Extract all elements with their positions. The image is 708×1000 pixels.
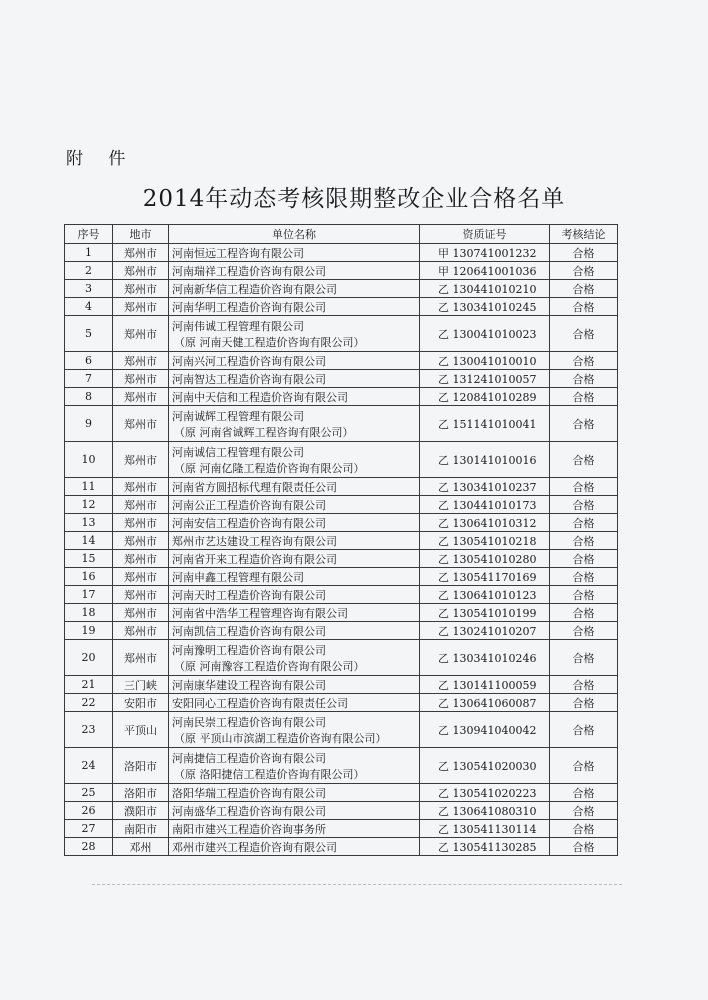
row-city: 郑州市 <box>113 442 169 478</box>
column-header-company: 单位名称 <box>169 225 420 244</box>
company-name: 安阳同心工程造价咨询有限责任公司 <box>172 696 348 710</box>
document-title: 2014年动态考核限期整改企业合格名单 <box>142 186 566 212</box>
row-result: 合格 <box>550 586 618 604</box>
row-company <box>169 676 420 694</box>
row-result: 合格 <box>550 622 618 640</box>
row-city: 邓州 <box>113 838 169 856</box>
table-row <box>65 802 618 820</box>
table-row <box>65 550 618 568</box>
row-company <box>169 568 420 586</box>
table-row <box>65 514 618 532</box>
company-name: 河南豫明工程造价咨询有限公司 <box>172 643 326 657</box>
row-cert: 乙 130441010210 <box>420 280 550 298</box>
row-cert: 乙 130441010173 <box>420 496 550 514</box>
row-company <box>169 442 420 478</box>
row-cert: 乙 130641080310 <box>420 802 550 820</box>
row-city: 郑州市 <box>113 514 169 532</box>
qualified-companies-table <box>64 224 618 856</box>
row-index: 21 <box>65 676 113 694</box>
row-city: 郑州市 <box>113 280 169 298</box>
table-header-row <box>65 225 618 244</box>
row-city: 南阳市 <box>113 820 169 838</box>
row-company <box>169 262 420 280</box>
table-row <box>65 676 618 694</box>
row-city: 郑州市 <box>113 550 169 568</box>
company-name: 河南安信工程造价咨询有限公司 <box>172 516 326 530</box>
row-index: 17 <box>65 586 113 604</box>
table-row <box>65 352 618 370</box>
table-row <box>65 532 618 550</box>
table-row <box>65 694 618 712</box>
row-company <box>169 622 420 640</box>
row-result: 合格 <box>550 406 618 442</box>
company-former-name: （原 河南亿隆工程造价咨询有限公司） <box>174 461 365 475</box>
row-index: 20 <box>65 640 113 676</box>
row-company <box>169 316 420 352</box>
table-row <box>65 838 618 856</box>
table-row <box>65 784 618 802</box>
row-result: 合格 <box>550 280 618 298</box>
row-city: 郑州市 <box>113 388 169 406</box>
company-name: 河南诚信工程管理有限公司 <box>172 445 304 459</box>
row-cert: 乙 130541130114 <box>420 820 550 838</box>
row-index: 27 <box>65 820 113 838</box>
row-result: 合格 <box>550 676 618 694</box>
row-result: 合格 <box>550 496 618 514</box>
table-row <box>65 280 618 298</box>
row-cert: 乙 130241010207 <box>420 622 550 640</box>
company-former-name: （原 河南天健工程造价咨询有限公司） <box>174 335 365 349</box>
company-name: 河南兴河工程造价咨询有限公司 <box>172 354 326 368</box>
row-result: 合格 <box>550 316 618 352</box>
row-cert: 乙 130541020223 <box>420 784 550 802</box>
page-divider <box>92 884 622 885</box>
row-result: 合格 <box>550 244 618 262</box>
row-index: 2 <box>65 262 113 280</box>
row-result: 合格 <box>550 478 618 496</box>
column-header-result: 考核结论 <box>550 225 618 244</box>
row-index: 18 <box>65 604 113 622</box>
row-city: 郑州市 <box>113 604 169 622</box>
row-city: 郑州市 <box>113 370 169 388</box>
row-result: 合格 <box>550 568 618 586</box>
company-name: 河南申鑫工程管理有限公司 <box>172 570 304 584</box>
company-former-name: （原 河南省诚辉工程咨询有限公司） <box>174 425 354 439</box>
row-company <box>169 784 420 802</box>
row-company <box>169 586 420 604</box>
table-row <box>65 820 618 838</box>
row-city: 郑州市 <box>113 406 169 442</box>
row-index: 6 <box>65 352 113 370</box>
row-company <box>169 604 420 622</box>
company-name: 河南诚辉工程管理有限公司 <box>172 409 304 423</box>
row-index: 11 <box>65 478 113 496</box>
table-row <box>65 568 618 586</box>
row-cert: 乙 130141010016 <box>420 442 550 478</box>
row-city: 郑州市 <box>113 568 169 586</box>
row-company <box>169 550 420 568</box>
row-result: 合格 <box>550 604 618 622</box>
row-company <box>169 748 420 784</box>
table-row <box>65 442 618 478</box>
row-city: 郑州市 <box>113 586 169 604</box>
row-cert: 乙 130641010312 <box>420 514 550 532</box>
row-city: 郑州市 <box>113 640 169 676</box>
row-cert: 乙 130941040042 <box>420 712 550 748</box>
row-city: 濮阳市 <box>113 802 169 820</box>
company-name: 河南康华建设工程咨询有限公司 <box>172 678 326 692</box>
row-index: 4 <box>65 298 113 316</box>
row-result: 合格 <box>550 802 618 820</box>
row-index: 16 <box>65 568 113 586</box>
row-cert: 乙 130541130285 <box>420 838 550 856</box>
table-row <box>65 262 618 280</box>
row-index: 12 <box>65 496 113 514</box>
row-cert: 甲 130741001232 <box>420 244 550 262</box>
row-result: 合格 <box>550 370 618 388</box>
row-index: 28 <box>65 838 113 856</box>
company-name: 河南省方圆招标代理有限责任公司 <box>172 480 337 494</box>
column-header-city: 地市 <box>113 225 169 244</box>
company-name: 邓州市建兴工程造价咨询有限公司 <box>172 840 337 854</box>
table-row <box>65 496 618 514</box>
row-index: 1 <box>65 244 113 262</box>
column-header-index: 序号 <box>65 225 113 244</box>
table-row <box>65 244 618 262</box>
row-index: 25 <box>65 784 113 802</box>
company-name: 河南天时工程造价咨询有限公司 <box>172 588 326 602</box>
row-company <box>169 694 420 712</box>
company-former-name: （原 河南豫容工程造价咨询有限公司） <box>174 659 365 673</box>
row-cert: 乙 130041010023 <box>420 316 550 352</box>
table-row <box>65 406 618 442</box>
row-index: 24 <box>65 748 113 784</box>
row-result: 合格 <box>550 820 618 838</box>
row-index: 9 <box>65 406 113 442</box>
row-city: 郑州市 <box>113 262 169 280</box>
company-name: 洛阳华瑞工程造价咨询有限公司 <box>172 786 326 800</box>
company-name: 河南恒远工程咨询有限公司 <box>172 246 304 260</box>
row-result: 合格 <box>550 352 618 370</box>
row-cert: 乙 130541170169 <box>420 568 550 586</box>
table-row <box>65 370 618 388</box>
table-row <box>65 712 618 748</box>
company-former-name: （原 平顶山市滨湖工程造价咨询有限公司） <box>174 731 387 745</box>
row-company <box>169 802 420 820</box>
row-city: 郑州市 <box>113 352 169 370</box>
row-cert: 乙 130641010123 <box>420 586 550 604</box>
row-cert: 甲 120641001036 <box>420 262 550 280</box>
table-row <box>65 298 618 316</box>
company-name: 河南盛华工程造价咨询有限公司 <box>172 804 326 818</box>
row-city: 郑州市 <box>113 298 169 316</box>
row-result: 合格 <box>550 712 618 748</box>
row-result: 合格 <box>550 514 618 532</box>
row-index: 19 <box>65 622 113 640</box>
row-city: 洛阳市 <box>113 784 169 802</box>
company-name: 河南智达工程造价咨询有限公司 <box>172 372 326 386</box>
row-cert: 乙 130541010218 <box>420 532 550 550</box>
row-cert: 乙 130341010245 <box>420 298 550 316</box>
row-city: 平顶山 <box>113 712 169 748</box>
row-index: 13 <box>65 514 113 532</box>
row-company <box>169 370 420 388</box>
company-name: 河南中天信和工程造价咨询有限公司 <box>172 390 348 404</box>
company-name: 郑州市艺达建设工程咨询有限公司 <box>172 534 337 548</box>
row-city: 郑州市 <box>113 622 169 640</box>
row-cert: 乙 130541010280 <box>420 550 550 568</box>
row-cert: 乙 130341010237 <box>420 478 550 496</box>
company-former-name: （原 洛阳捷信工程造价咨询有限公司） <box>174 767 365 781</box>
row-result: 合格 <box>550 838 618 856</box>
company-name: 南阳市建兴工程造价咨询事务所 <box>172 822 326 836</box>
table-row <box>65 478 618 496</box>
row-company <box>169 478 420 496</box>
row-city: 郑州市 <box>113 496 169 514</box>
row-index: 26 <box>65 802 113 820</box>
row-result: 合格 <box>550 694 618 712</box>
row-company <box>169 388 420 406</box>
row-result: 合格 <box>550 640 618 676</box>
row-result: 合格 <box>550 784 618 802</box>
table-row <box>65 586 618 604</box>
row-cert: 乙 130641060087 <box>420 694 550 712</box>
company-name: 河南公正工程造价咨询有限公司 <box>172 498 326 512</box>
company-name: 河南伟诚工程管理有限公司 <box>172 319 304 333</box>
company-name: 河南瑞祥工程造价咨询有限公司 <box>172 264 326 278</box>
row-company <box>169 820 420 838</box>
row-company <box>169 406 420 442</box>
table-row <box>65 748 618 784</box>
company-name: 河南捷信工程造价咨询有限公司 <box>172 751 326 765</box>
row-cert: 乙 130541010199 <box>420 604 550 622</box>
row-index: 15 <box>65 550 113 568</box>
row-cert: 乙 130041010010 <box>420 352 550 370</box>
column-header-cert: 资质证号 <box>420 225 550 244</box>
row-company <box>169 640 420 676</box>
company-name: 河南新华信工程造价咨询有限公司 <box>172 282 337 296</box>
company-name: 河南凯信工程造价咨询有限公司 <box>172 624 326 638</box>
row-cert: 乙 151141010041 <box>420 406 550 442</box>
table-row <box>65 316 618 352</box>
row-index: 8 <box>65 388 113 406</box>
row-city: 郑州市 <box>113 244 169 262</box>
row-result: 合格 <box>550 748 618 784</box>
row-city: 郑州市 <box>113 316 169 352</box>
row-result: 合格 <box>550 262 618 280</box>
company-name: 河南华明工程造价咨询有限公司 <box>172 300 326 314</box>
row-company <box>169 244 420 262</box>
table-row <box>65 640 618 676</box>
row-result: 合格 <box>550 442 618 478</box>
company-name: 河南省开来工程造价咨询有限公司 <box>172 552 337 566</box>
row-city: 洛阳市 <box>113 748 169 784</box>
row-company <box>169 712 420 748</box>
row-index: 7 <box>65 370 113 388</box>
row-city: 三门峡 <box>113 676 169 694</box>
row-city: 郑州市 <box>113 532 169 550</box>
table-row <box>65 388 618 406</box>
row-city: 安阳市 <box>113 694 169 712</box>
row-cert: 乙 130341010246 <box>420 640 550 676</box>
row-company <box>169 496 420 514</box>
attachment-label: 附 件 <box>66 149 136 169</box>
table-row <box>65 604 618 622</box>
company-name: 河南民崇工程造价咨询有限公司 <box>172 715 326 729</box>
row-cert: 乙 131241010057 <box>420 370 550 388</box>
row-company <box>169 532 420 550</box>
row-cert: 乙 120841010289 <box>420 388 550 406</box>
row-company <box>169 838 420 856</box>
row-company <box>169 514 420 532</box>
row-company <box>169 352 420 370</box>
row-index: 14 <box>65 532 113 550</box>
row-company <box>169 280 420 298</box>
table-row <box>65 622 618 640</box>
row-cert: 乙 130541020030 <box>420 748 550 784</box>
row-result: 合格 <box>550 298 618 316</box>
row-index: 10 <box>65 442 113 478</box>
row-index: 3 <box>65 280 113 298</box>
row-index: 5 <box>65 316 113 352</box>
row-cert: 乙 130141100059 <box>420 676 550 694</box>
company-name: 河南省中浩华工程管理咨询有限公司 <box>172 606 348 620</box>
table-body <box>65 244 618 856</box>
row-index: 23 <box>65 712 113 748</box>
row-city: 郑州市 <box>113 478 169 496</box>
row-result: 合格 <box>550 550 618 568</box>
row-index: 22 <box>65 694 113 712</box>
row-result: 合格 <box>550 388 618 406</box>
row-company <box>169 298 420 316</box>
row-result: 合格 <box>550 532 618 550</box>
